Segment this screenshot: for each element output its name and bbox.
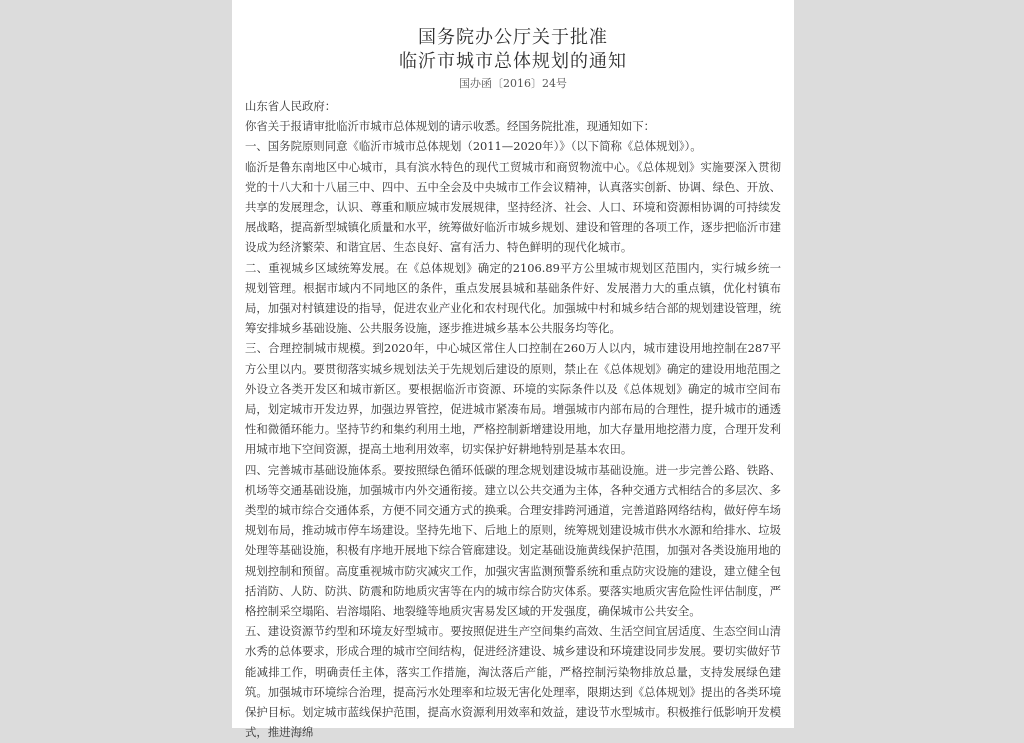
- paragraph: 二、重视城乡区域统筹发展。在《总体规划》确定的2106.89平方公里城市规划区范围内，实行城乡统一规划管理。根据市域内不同地区的条件，重点发展县城和基础条件好、发展潜力大的重点镇，优化村镇布局，加强对村镇建设的指导，促进农业产业化和农村现代化。加强城中村和城乡结合部的规划建设管理，统筹安排城乡基础设施、公共服务设施，逐步推进城乡基本公共服务均等化。: [245, 260, 781, 336]
- document-number: 国办函〔2016〕24号: [459, 77, 567, 90]
- paragraph: 临沂是鲁东南地区中心城市，具有滨水特色的现代工贸城市和商贸物流中心。《总体规划》实施要深入贯彻党的十八大和十八届三中、四中、五中全会及中央城市工作会议精神，认真落实创新、协调、绿色、开放、共享的发展理念，认识、尊重和顺应城市发展规律，坚持经济、社会、人口、环境和资源相协调的可持续发展战略，提高新型城镇化质量和水平，统筹做好临沂市城乡规划、建设和管理的各项工作，逐步把临沂市建设成为经济繁荣、和谐宜居、生态良好、富有活力、特色鲜明的现代化城市。: [245, 159, 781, 255]
- paragraph: 一、国务院原则同意《临沂市城市总体规划（2011—2020年）》（以下简称《总体规划》）。: [245, 139, 702, 154]
- paragraph: 你省关于报请审批临沂市城市总体规划的请示收悉。经国务院批准，现通知如下：: [245, 119, 656, 134]
- document-header: [232, 0, 794, 93]
- document-title-line-1: 国务院办公厅关于批准: [418, 27, 608, 48]
- document-body: [245, 96, 781, 743]
- document-page: [232, 0, 794, 740]
- paragraph: 四、完善城市基础设施体系。要按照绿色循环低碳的理念规划建设城市基础设施。进一步完善公路、铁路、机场等交通基础设施，加强城市内外交通衔接。建立以公共交通为主体，各种交通方式相结合的多层次、多类型的城市综合交通体系，方便不同交通方式的换乘。合理安排跨河通道，完善道路网络结构，做好停车场规划布局，推动城市停车场建设。坚持先地下、后地上的原则，统筹规划建设城市供水水源和给排水、垃圾处理等基础设施，积极有序地开展地下综合管廊建设。划定基础设施黄线保护范围，加强对各类设施用地的规划控制和预留。高度重视城市防灾减灾工作，加强灾害监测预警系统和重点防灾设施的建设，建立健全包括消防、人防、防洪、防震和防地质灾害等在内的城市综合防灾体系。要落实地质灾害危险性评估制度，严格控制采空塌陷、岩溶塌陷、地裂缝等地质灾害易发区域的开发强度，确保城市公共安全。: [245, 462, 781, 619]
- salutation: 山东省人民政府：: [245, 99, 337, 113]
- paragraph: 三、合理控制城市规模。到2020年，中心城区常住人口控制在260万人以内，城市建设用地控制在287平方公里以内。要贯彻落实城乡规划法关于先规划后建设的原则，禁止在《总体规划》确定的建设用地范围之外设立各类开发区和城市新区。要根据临沂市资源、环境的实际条件以及《总体规划》确定的城市空间布局，划定城市开发边界，加强边界管控，促进城市紧凑布局。增强城市内部布局的合理性，提升城市的通透性和微循环能力。坚持节约和集约利用土地，严格控制新增建设用地，加大存量用地挖潜力度，合理开发利用城市地下空间资源，提高土地利用效率，切实保护好耕地特别是基本农田。: [245, 341, 781, 457]
- paragraph: 五、建设资源节约型和环境友好型城市。要按照促进生产空间集约高效、生活空间宜居适度、生态空间山清水秀的总体要求，形成合理的城市空间结构，促进经济建设、城乡建设和环境建设同步发展。要切实做好节能减排工作，明确责任主体，落实工作措施，淘汰落后产能，严格控制污染物排放总量，支持发展绿色建筑。加强城市环境综合治理，提高污水处理率和垃圾无害化处理率，限期达到《总体规划》提出的各类环境保护目标。划定城市蓝线保护范围，提高水资源利用效率和效益，建设节水型城市。积极推行低影响开发模式，推进海绵: [245, 624, 781, 740]
- document-title-line-2: 临沂市城市总体规划的通知: [399, 51, 627, 72]
